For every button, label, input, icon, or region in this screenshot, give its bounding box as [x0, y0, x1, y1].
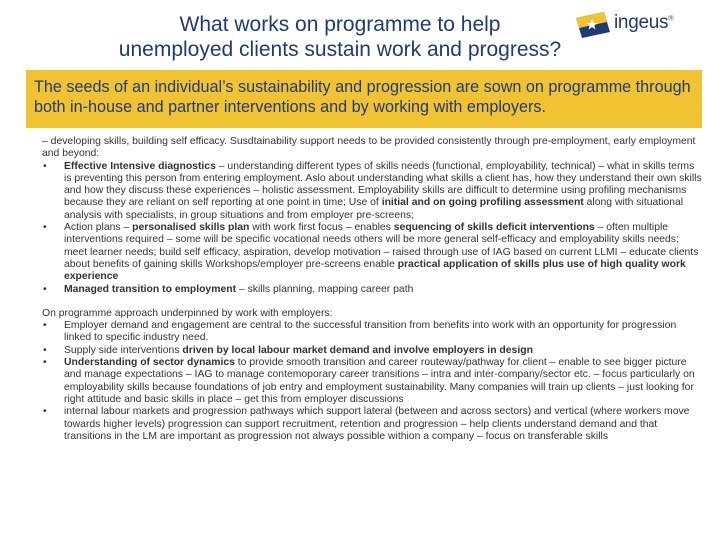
section1-list: [42, 161, 704, 296]
list-item: • internal labour markets and progression pathways which support lateral (between and across sectors) and vertical (where workers move towards higher levels) progression can support recruitment, retention and progression – help clients understand demand and that transitions in the LM are important as progression not always possible withion a company – focus on transferable skills: [43, 406, 690, 442]
list-item: • Managed transition to employment – skills planning, mapping career path: [43, 283, 414, 295]
list-item: • Supply side interventions driven by local labour market demand and involve employers in design: [43, 344, 533, 356]
body-content: [42, 136, 704, 443]
logo-wordmark: ingeus®: [614, 12, 674, 33]
list-item: • Effective Intensive diagnostics – understanding different types of skills needs (functional, employability, technical) – what in skills terms is preventing this person from entering employment. Aslo about understanding what skills a client has, how they understand their own skills and how they discuss these experiences – holistic assessment. Employability skills are difficult to determine using profiling mechanisms because they are reliant on self reporting at one point in time; Use of initial and on going profiling assessment along with situational analysis with specialists, in group situations and from employer pre-screens;: [43, 160, 702, 221]
title-line-1: What works on programme to help: [179, 13, 501, 36]
list-item: • Understanding of sector dynamics to provide smooth transition and career routeway/pathway for client – enable to see bigger picture and manage expectations – IAG to manage contemoporary career transitions – intra and inter-company/sector etc. – focus particularly on employability skills because foundations of job entry and employment sustainability. Many companies will train up clients – just looking for right attitude and basic skills in place – get this from employer discussions: [43, 357, 695, 405]
list-item: • Action plans – personalised skills plan with work first focus – enables sequencing of skills deficit interventions – often multiple interventions required – some will be specific vocational needs others will be more general self-efficacy and employability skills needs; meet learner needs; build self efficacy, aspiration, develop motivation – raised through use of IAG based on current LLMI – educate clients about benefits of gaining skills Workshops/employer pre-screens enable practical application of skills plus use of high quality work experience: [43, 222, 699, 283]
summary-banner: [26, 70, 702, 128]
section2-intro: On programme approach underpinned by work with employers:: [42, 307, 333, 319]
list-item: • Employer demand and engagement are central to the successful transition from benefits into work with an opportunity for progression linked to specific industry need.: [43, 320, 677, 344]
title-line-2: unemployed clients sustain work and progress?: [118, 38, 562, 61]
ingeus-logo: [574, 8, 712, 48]
star-flag-icon: [574, 10, 614, 42]
section1-intro: – developing skills, building self efficacy. Susdtainability support needs to be provided consistently through pre-employment, early employment and beyond:: [42, 136, 696, 160]
section2-list: [42, 320, 704, 443]
page-title: [40, 12, 640, 62]
banner-text: The seeds of an individual’s sustainability and progression are sown on programme through both in-house and partner interventions and by working with employers.: [34, 78, 691, 116]
